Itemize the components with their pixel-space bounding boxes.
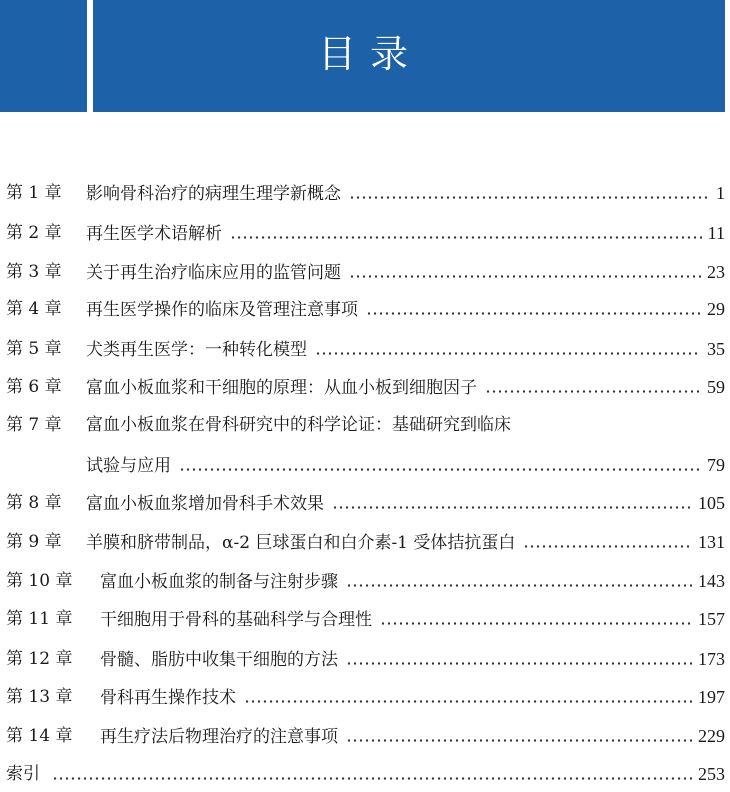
header-divider xyxy=(87,0,93,112)
dot-leader xyxy=(380,622,692,625)
page-number: 35 xyxy=(707,339,725,359)
chapter-title: 富血小板血浆在骨科研究中的科学论证：基础研究到临床 xyxy=(86,415,511,435)
toc-entry[interactable] xyxy=(0,294,725,324)
toc-entry[interactable] xyxy=(0,488,725,518)
dot-leader xyxy=(52,777,692,780)
page-number: 59 xyxy=(707,377,725,397)
chapter-number: 第 6 章 xyxy=(6,377,62,397)
dot-leader xyxy=(346,584,692,587)
dot-leader xyxy=(230,236,702,239)
chapter-number: 第 9 章 xyxy=(6,532,62,552)
toc-entry[interactable] xyxy=(0,566,725,596)
toc-entry[interactable] xyxy=(0,527,725,557)
page-number: 79 xyxy=(707,455,725,475)
page-number: 131 xyxy=(698,532,725,552)
chapter-number: 第 1 章 xyxy=(6,183,62,203)
chapter-title: 羊膜和脐带制品，α-2 巨球蛋白和白介素-1 受体拮抗蛋白 xyxy=(86,533,516,553)
dot-leader xyxy=(315,352,701,355)
chapter-title: 富血小板血浆增加骨科手术效果 xyxy=(86,494,324,514)
page-number: 253 xyxy=(698,764,725,784)
chapter-number: 第 8 章 xyxy=(6,493,62,513)
toc-entry[interactable] xyxy=(0,682,725,712)
dot-leader xyxy=(179,468,701,471)
chapter-number: 第 11 章 xyxy=(6,609,73,629)
index-label: 索引 xyxy=(6,764,40,784)
chapter-number: 第 7 章 xyxy=(6,415,62,435)
chapter-number: 第 3 章 xyxy=(6,262,62,282)
chapter-number: 第 10 章 xyxy=(6,571,73,591)
page-number: 229 xyxy=(698,726,725,746)
toc-entry[interactable] xyxy=(0,721,725,751)
chapter-title: 影响骨科治疗的病理生理学新概念 xyxy=(86,184,341,204)
toc-entry[interactable] xyxy=(0,218,725,248)
dot-leader xyxy=(349,275,701,278)
toc-entry[interactable] xyxy=(0,178,725,208)
toc-entry[interactable] xyxy=(0,372,725,402)
chapter-number: 第 4 章 xyxy=(6,299,62,319)
page-number: 143 xyxy=(698,571,725,591)
toc-entry[interactable] xyxy=(0,604,725,634)
chapter-title: 富血小板血浆和干细胞的原理：从血小板到细胞因子 xyxy=(86,378,477,398)
dot-leader xyxy=(523,545,692,548)
chapter-title: 再生医学术语解析 xyxy=(86,224,222,244)
chapter-title: 关于再生治疗临床应用的监管问题 xyxy=(86,263,341,283)
toc-entry[interactable] xyxy=(0,644,725,674)
page-number: 105 xyxy=(698,493,725,513)
chapter-title: 再生疗法后物理治疗的注意事项 xyxy=(100,727,338,747)
chapter-title: 富血小板血浆的制备与注射步骤 xyxy=(100,572,338,592)
chapter-number: 第 13 章 xyxy=(6,687,73,707)
chapter-title: 骨髓、脂肪中收集干细胞的方法 xyxy=(100,650,338,670)
dot-leader xyxy=(332,506,692,509)
dot-leader xyxy=(349,196,710,199)
chapter-number: 第 12 章 xyxy=(6,649,73,669)
page-number: 173 xyxy=(698,649,725,669)
dot-leader xyxy=(485,390,701,393)
chapter-number: 第 2 章 xyxy=(6,223,62,243)
page-number: 23 xyxy=(707,262,725,282)
page-title: 目录 xyxy=(317,32,422,76)
chapter-title: 犬类再生医学：一种转化模型 xyxy=(86,340,307,360)
dot-leader xyxy=(244,700,692,703)
chapter-title: 骨科再生操作技术 xyxy=(100,688,236,708)
page-number: 29 xyxy=(707,299,725,319)
page-number: 11 xyxy=(707,223,725,243)
chapter-number: 第 14 章 xyxy=(6,726,73,746)
chapter-title: 干细胞用于骨科的基础科学与合理性 xyxy=(100,610,372,630)
chapter-title-continued: 试验与应用 xyxy=(86,456,171,476)
chapter-title: 再生医学操作的临床及管理注意事项 xyxy=(86,300,358,320)
toc-entry-continued[interactable] xyxy=(0,450,725,480)
toc-entry[interactable] xyxy=(0,410,725,440)
page-number: 157 xyxy=(698,609,725,629)
toc-entry[interactable] xyxy=(0,257,725,287)
dot-leader xyxy=(346,662,692,665)
page-number: 1 xyxy=(716,183,725,203)
dot-leader xyxy=(346,739,692,742)
page-number: 197 xyxy=(698,687,725,707)
toc-entry[interactable] xyxy=(0,334,725,364)
chapter-number: 第 5 章 xyxy=(6,339,62,359)
toc-entry-index[interactable] xyxy=(0,759,725,789)
dot-leader xyxy=(366,312,701,315)
